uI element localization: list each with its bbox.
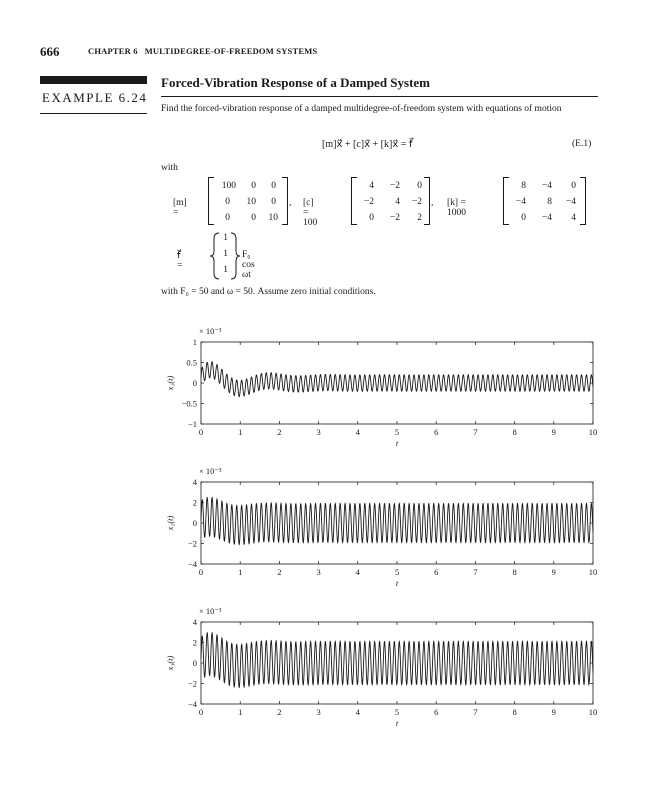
f-cell: 1 <box>223 265 228 275</box>
k-cell: −4 <box>515 197 526 207</box>
x-tick-label: 0 <box>198 427 204 437</box>
running-head: CHAPTER 6 MULTIDEGREE-OF-FREEDOM SYSTEMS <box>88 46 318 56</box>
y-tick-label: −0.5 <box>181 398 197 409</box>
k-cell: 4 <box>571 213 576 223</box>
k-cell: 0 <box>521 213 526 223</box>
scale-label: × 10⁻³ <box>199 606 222 616</box>
y-tick-label: −2 <box>187 678 197 689</box>
k-cell: 8 <box>521 181 526 191</box>
x-tick-label: 5 <box>394 567 400 577</box>
x-tick-label: 3 <box>316 707 321 717</box>
x-tick-label: 10 <box>588 427 598 437</box>
x-tick-label: 8 <box>512 567 517 577</box>
c-cell: 4 <box>369 181 374 191</box>
c-cell: 0 <box>417 181 422 191</box>
x-tick-label: 8 <box>512 427 517 437</box>
x-tick-label: 6 <box>434 707 439 717</box>
m-cell: 100 <box>221 181 236 191</box>
x-tick-label: 10 <box>588 567 598 577</box>
x-tick-label: 5 <box>394 707 400 717</box>
c-cell: −2 <box>411 197 422 207</box>
x-tick-label: 4 <box>355 567 360 577</box>
x-tick-label: 8 <box>512 707 517 717</box>
x-axis-label: t <box>395 578 399 588</box>
k-cell: −4 <box>541 213 552 223</box>
c-cell: −2 <box>389 213 400 223</box>
with-label: with <box>161 163 178 173</box>
y-tick-label: 1 <box>192 337 197 347</box>
x-tick-label: 2 <box>277 567 282 577</box>
y-axis-label: x₃(t) <box>165 655 175 671</box>
y-tick-label: −4 <box>187 559 197 569</box>
equation-number: (E.1) <box>572 139 592 149</box>
x-tick-label: 1 <box>238 567 243 577</box>
x-tick-label: 6 <box>434 427 439 437</box>
m-cell: 0 <box>271 197 276 207</box>
m-label: [m] = <box>173 198 187 218</box>
example-label: EXAMPLE 6.24 <box>42 90 148 105</box>
f-cell: 1 <box>223 249 228 259</box>
y-tick-label: 0 <box>192 378 197 388</box>
series-line-x3 <box>201 633 593 688</box>
y-tick-label: 4 <box>192 477 197 487</box>
x-tick-label: 7 <box>473 427 478 437</box>
y-tick-label: 0 <box>192 518 197 528</box>
x-tick-label: 7 <box>473 707 478 717</box>
c-cell: −2 <box>363 197 374 207</box>
y-tick-label: −2 <box>187 538 197 549</box>
m-cell: 0 <box>225 213 230 223</box>
scale-label: × 10⁻³ <box>199 326 222 336</box>
c-cell: 0 <box>369 213 374 223</box>
m-cell: 10 <box>268 213 278 223</box>
m-cell: 0 <box>225 197 230 207</box>
x-tick-label: 2 <box>277 427 282 437</box>
y-tick-label: 4 <box>192 617 197 627</box>
comma: , <box>289 198 292 208</box>
k-cell: −4 <box>565 197 576 207</box>
page-number: 666 <box>40 44 60 59</box>
y-axis-label: x₂(t) <box>165 515 175 531</box>
x-tick-label: 6 <box>434 567 439 577</box>
x-tick-label: 1 <box>238 427 243 437</box>
m-cell: 0 <box>251 213 256 223</box>
f-suffix: F₀ cos ωt <box>242 250 255 280</box>
k-label: [k] = 1000 <box>447 198 466 218</box>
x-tick-label: 7 <box>473 567 478 577</box>
equation-of-motion: [m]ẍ⃗ + [c]ẋ⃗ + [k]x⃗ = f⃗ <box>322 139 413 150</box>
x-axis-label: t <box>395 438 399 448</box>
x-tick-label: 0 <box>198 567 204 577</box>
y-tick-label: 2 <box>192 497 197 508</box>
intro-text: Find the forced-vibration response of a damped multidegree-of-freedom system with equations of motion <box>161 104 562 114</box>
x-tick-label: 5 <box>394 427 400 437</box>
c-cell: 4 <box>395 197 400 207</box>
y-tick-label: 0.5 <box>186 357 197 368</box>
y-tick-label: −4 <box>187 699 197 709</box>
c-cell: 2 <box>417 213 422 223</box>
x-tick-label: 10 <box>588 707 598 717</box>
x-tick-label: 2 <box>277 707 282 717</box>
f-label: f⃗ = <box>177 251 183 271</box>
x-tick-label: 4 <box>355 707 360 717</box>
x-tick-label: 9 <box>551 427 556 437</box>
y-tick-label: 0 <box>192 658 197 668</box>
c-cell: −2 <box>389 181 400 191</box>
comma: , <box>431 198 434 208</box>
y-tick-label: 2 <box>192 637 197 648</box>
conditions-text: with F₀ = 50 and ω = 50. Assume zero initial conditions. <box>161 287 376 297</box>
scale-label: × 10⁻³ <box>199 466 222 476</box>
y-axis-label: x₁(t) <box>165 375 175 391</box>
k-cell: 8 <box>547 197 552 207</box>
m-cell: 0 <box>251 181 256 191</box>
x-tick-label: 4 <box>355 427 360 437</box>
c-label: [c] = 100 <box>303 198 318 228</box>
f-cell: 1 <box>223 233 228 243</box>
m-cell: 10 <box>246 197 256 207</box>
k-cell: 0 <box>571 181 576 191</box>
series-line-x1 <box>201 362 593 397</box>
x-tick-label: 3 <box>316 427 321 437</box>
m-cell: 0 <box>271 181 276 191</box>
x-tick-label: 9 <box>551 707 556 717</box>
x-axis-label: t <box>395 718 399 728</box>
series-line-x2 <box>201 498 593 545</box>
y-tick-label: −1 <box>187 419 197 429</box>
x-tick-label: 1 <box>238 707 243 717</box>
x-tick-label: 9 <box>551 567 556 577</box>
x-tick-label: 3 <box>316 567 321 577</box>
example-title: Forced-Vibration Response of a Damped System <box>161 75 431 90</box>
x-tick-label: 0 <box>198 707 204 717</box>
k-cell: −4 <box>541 181 552 191</box>
